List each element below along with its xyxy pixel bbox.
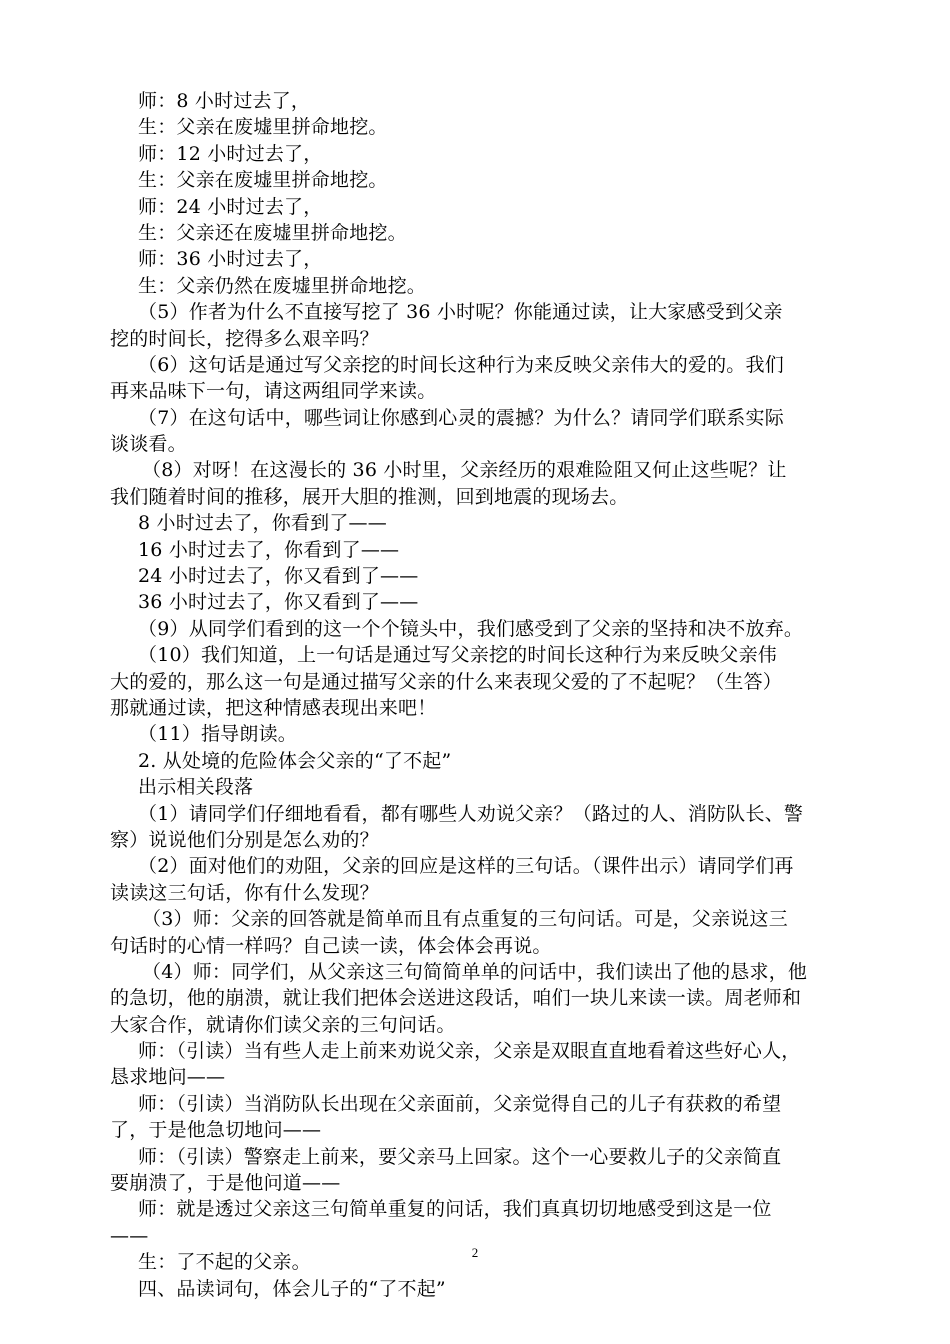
text-line: （5）作者为什么不直接写挖了 36 小时呢？你能通过读，让大家感受到父亲 xyxy=(138,301,783,324)
text-line: 大家合作，就请你们读父亲的三句问话。 xyxy=(110,1013,456,1036)
text-line: 要崩溃了，于是他问道—— xyxy=(110,1172,341,1195)
text-line: 生：了不起的父亲。 xyxy=(138,1251,311,1274)
page-number: 2 xyxy=(471,1245,479,1260)
text-line: （6）这句话是通过写父亲挖的时间长这种行为来反映父亲伟大的爱的。我们 xyxy=(138,353,784,376)
text-line: （10）我们知道，上一句话是通过写父亲挖的时间长这种行为来反映父亲伟 xyxy=(138,644,777,667)
text-line: 出示相关段落 xyxy=(138,776,254,799)
text-line: 生：父亲在废墟里拼命地挖。 xyxy=(138,169,388,192)
text-line: （3）师：父亲的回答就是简单而且有点重复的三句问话。可是，父亲说这三 xyxy=(142,908,788,931)
text-line: 恳求地问—— xyxy=(110,1066,226,1089)
text-line: 挖的时间长，挖得多么艰辛吗？ xyxy=(110,327,379,350)
text-line: （8）对呀！在这漫长的 36 小时里，父亲经历的艰难险阻又何止这些呢？让 xyxy=(142,459,787,482)
text-line: 生：父亲还在废墟里拼命地挖。 xyxy=(138,221,407,244)
text-line: —— xyxy=(110,1224,149,1247)
text-line: 24 小时过去了，你又看到了—— xyxy=(138,565,419,588)
text-line: 再来品味下一句，请这两组同学来读。 xyxy=(110,380,437,403)
text-line: 大的爱的，那么这一句是通过描写父亲的什么来表现父爱的了不起呢？（生答） xyxy=(110,670,783,693)
text-line: 了，于是他急切地问—— xyxy=(110,1119,322,1142)
text-line: （2）面对他们的劝阻，父亲的回应是这样的三句话。（课件出示）请同学们再 xyxy=(138,855,794,878)
text-line: 的急切，他的崩溃，就让我们把体会送进这段话，咱们一块儿来读一读。周老师和 xyxy=(110,987,802,1010)
text-line: 师：（引读）当有些人走上前来劝说父亲，父亲是双眼直直地看着这些好心人， xyxy=(138,1040,801,1063)
text-line: （1）请同学们仔细地看看，都有哪些人劝说父亲？（路过的人、消防队长、警 xyxy=(138,802,804,825)
text-line: 8 小时过去了，你看到了—— xyxy=(138,512,387,535)
text-line: 四、品读词句，体会儿子的“了不起” xyxy=(138,1277,446,1300)
text-line: 师：就是透过父亲这三句简单重复的问话，我们真真切切地感受到这是一位 xyxy=(138,1198,772,1221)
text-line: 16 小时过去了，你看到了—— xyxy=(138,538,400,561)
text-line: （11）指导朗读。 xyxy=(138,723,297,746)
text-line: 师：（引读）当消防队长出现在父亲面前，父亲觉得自己的儿子有获救的希望 xyxy=(138,1092,782,1115)
text-line: 师：8 小时过去了， xyxy=(138,90,311,112)
text-line: 师：12 小时过去了， xyxy=(138,142,323,165)
text-line: 那就通过读，把这种情感表现出来吧！ xyxy=(110,696,437,719)
text-line: 生：父亲在废墟里拼命地挖。 xyxy=(138,116,388,139)
text-line: 36 小时过去了，你又看到了—— xyxy=(138,591,419,614)
text-line: （9）从同学们看到的这一个个镜头中，我们感受到了父亲的坚持和决不放弃。 xyxy=(138,617,804,640)
text-line: 读读这三句话，你有什么发现？ xyxy=(110,881,379,904)
text-line: 2. 从处境的危险体会父亲的“了不起” xyxy=(138,749,452,772)
text-line: 师：36 小时过去了， xyxy=(138,248,323,271)
text-line: 句话时的心情一样吗？自己读一读，体会体会再说。 xyxy=(110,934,552,957)
text-line: 察）说说他们分别是怎么劝的？ xyxy=(110,828,379,851)
text-line: （4）师：同学们，从父亲这三句简简单单的问话中，我们读出了他的恳求，他 xyxy=(142,960,808,983)
text-line: 谈谈看。 xyxy=(110,433,187,456)
text-line: 师：24 小时过去了， xyxy=(138,195,323,218)
text-line: 我们随着时间的推移，展开大胆的推测，回到地震的现场去。 xyxy=(110,485,629,508)
document-body xyxy=(110,88,862,1302)
text-line: （7）在这句话中，哪些词让你感到心灵的震撼？为什么？请同学们联系实际 xyxy=(138,406,784,429)
text-line: 师：（引读）警察走上前来，要父亲马上回家。这个一心要救儿子的父亲简直 xyxy=(138,1145,782,1168)
text-line: 生：父亲仍然在废墟里拼命地挖。 xyxy=(138,274,427,297)
